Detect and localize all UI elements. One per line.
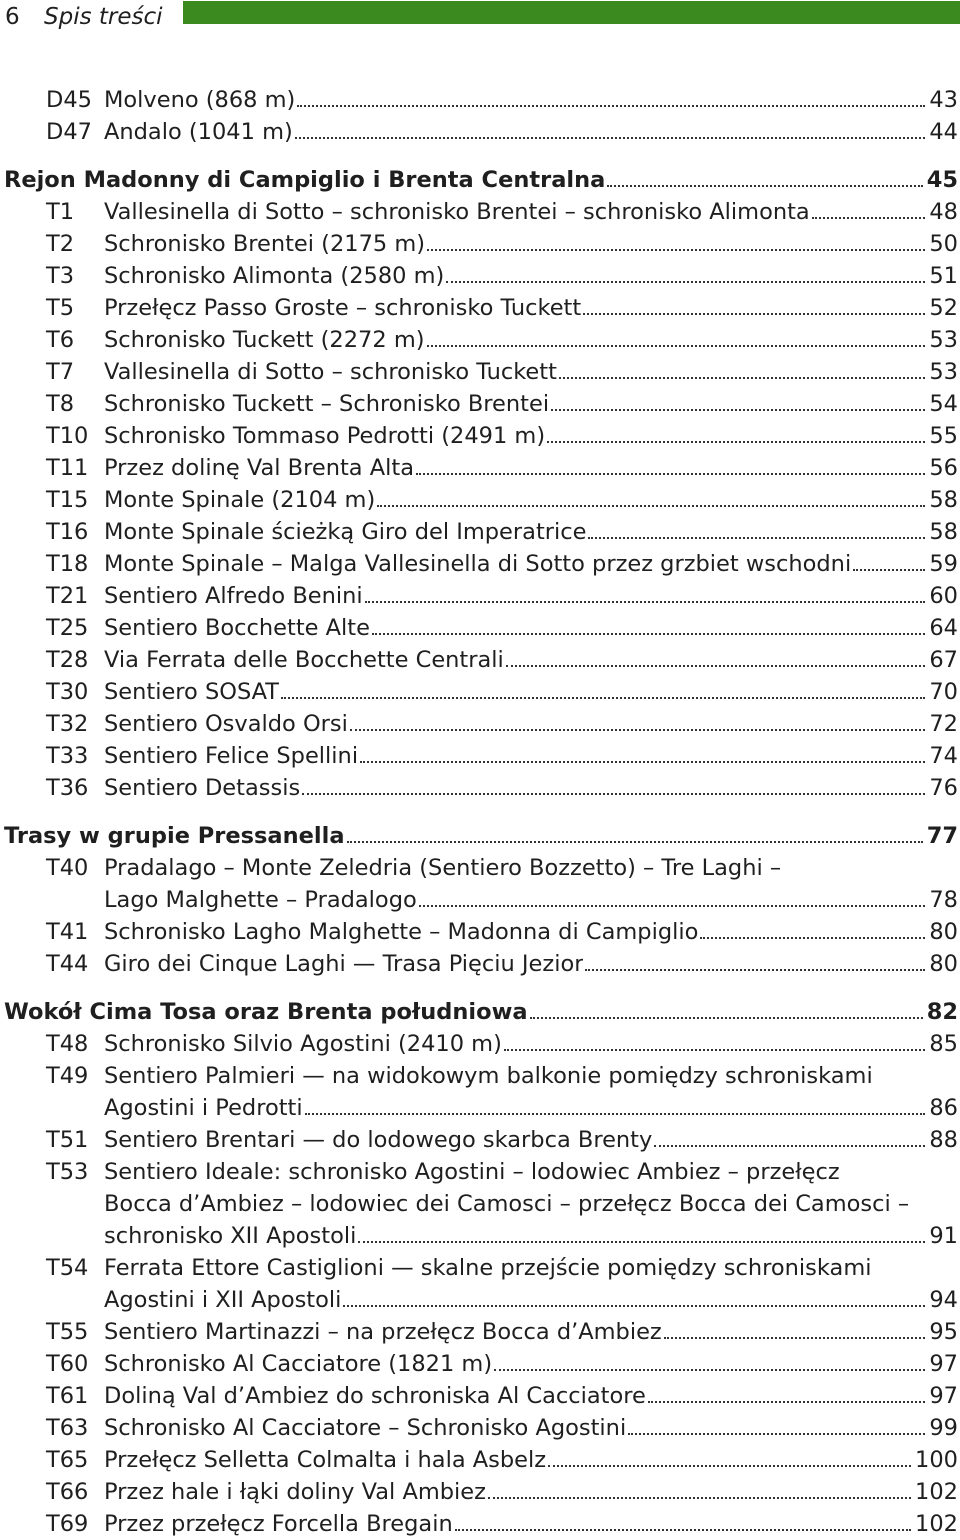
dot-leader	[446, 281, 925, 283]
toc-entry[interactable]	[0, 516, 960, 548]
toc-entry[interactable]	[0, 324, 960, 356]
page-ref: 60	[929, 583, 958, 609]
page-ref: 55	[929, 423, 958, 449]
entry-title: Przełęcz Selletta Colmalta i hala Asbelz	[104, 1447, 547, 1473]
dot-leader	[350, 729, 925, 731]
entry-title: Schronisko Tuckett (2272 m)	[104, 327, 425, 353]
toc-entry[interactable]	[0, 916, 960, 948]
entry-title: Vallesinella di Sotto – schronisko Brentei – schronisko Alimonta	[104, 199, 810, 225]
page-ref: 80	[929, 951, 958, 977]
page-ref: 74	[929, 743, 958, 769]
entry-code: T53	[46, 1159, 89, 1185]
dot-leader	[583, 313, 925, 315]
toc-entry[interactable]	[0, 852, 960, 916]
page-ref: 58	[929, 519, 958, 545]
entry-title: Sentiero Alfredo Benini	[104, 583, 363, 609]
entry-code: T44	[46, 951, 89, 977]
toc-section[interactable]	[0, 164, 960, 196]
entry-code: T1	[46, 199, 75, 225]
entry-title-line	[104, 852, 958, 884]
entry-title-text: Bocca d’Ambiez – lodowiec dei Camosci – przełęcz Bocca dei Camosci –	[104, 1191, 910, 1217]
dot-leader	[305, 1113, 926, 1115]
entry-code: T60	[46, 1351, 89, 1377]
dot-leader	[504, 1049, 925, 1051]
page-ref: 100	[915, 1447, 958, 1473]
toc-entry[interactable]	[0, 1156, 960, 1252]
toc-entry[interactable]	[0, 1316, 960, 1348]
entry-title-text: Ferrata Ettore Castiglioni — skalne przejście pomiędzy schroniskami	[104, 1255, 872, 1281]
toc-entry[interactable]	[0, 484, 960, 516]
toc-section[interactable]	[0, 820, 960, 852]
toc-entry[interactable]	[0, 612, 960, 644]
dot-leader	[372, 633, 925, 635]
entry-code: T28	[46, 647, 89, 673]
page-ref: 80	[929, 919, 958, 945]
entry-title: Sentiero Osvaldo Orsi	[104, 711, 348, 737]
section-title: Trasy w grupie Pressanella	[4, 823, 345, 849]
page-ref: 82	[926, 999, 958, 1025]
entry-title: Monte Spinale – Malga Vallesinella di Sotto przez grzbiet wschodni	[104, 551, 852, 577]
page-ref: 53	[929, 359, 958, 385]
entry-title: Monte Spinale (2104 m)	[104, 487, 376, 513]
toc-entry[interactable]	[0, 388, 960, 420]
page-ref: 91	[929, 1223, 958, 1249]
toc-entry[interactable]	[0, 740, 960, 772]
section-title: Rejon Madonny di Campiglio i Brenta Centralna	[4, 167, 606, 193]
entry-code: T51	[46, 1127, 89, 1153]
toc-entry[interactable]	[0, 420, 960, 452]
entry-title: Monte Spinale ścieżką Giro del Imperatrice	[104, 519, 587, 545]
entry-title: Schronisko Tommaso Pedrotti (2491 m)	[104, 423, 546, 449]
page-ref: 97	[929, 1383, 958, 1409]
toc-entry[interactable]	[0, 116, 960, 148]
toc-entry[interactable]	[0, 1348, 960, 1380]
dot-leader	[281, 697, 925, 699]
dot-leader	[548, 1465, 911, 1467]
page-ref: 48	[929, 199, 958, 225]
entry-title: Schronisko Al Cacciatore (1821 m)	[104, 1351, 493, 1377]
entry-title: Sentiero Felice Spellini	[104, 743, 359, 769]
dot-leader	[377, 505, 925, 507]
dot-leader	[607, 185, 922, 187]
entry-title-text: Sentiero Ideale: schronisko Agostini – lodowiec Ambiez – przełęcz	[104, 1159, 840, 1185]
toc-entry[interactable]	[0, 196, 960, 228]
entry-code: T40	[46, 855, 89, 881]
dot-leader	[559, 377, 925, 379]
toc-entry[interactable]	[0, 1252, 960, 1316]
entry-code: T41	[46, 919, 89, 945]
toc-entry[interactable]	[0, 948, 960, 980]
page-ref: 97	[929, 1351, 958, 1377]
toc-entry[interactable]	[0, 1412, 960, 1444]
dot-leader	[547, 441, 925, 443]
dot-leader	[812, 217, 926, 219]
entry-title: Via Ferrata delle Bocchette Centrali	[104, 647, 504, 673]
page-ref: 86	[929, 1095, 958, 1121]
header-bar	[183, 1, 960, 24]
entry-code: T25	[46, 615, 89, 641]
toc-entry[interactable]	[0, 356, 960, 388]
dot-leader	[853, 569, 925, 571]
entry-title: Sentiero Brentari — do lodowego skarbca Brenty	[104, 1127, 653, 1153]
page-ref: 85	[929, 1031, 958, 1057]
toc-entry[interactable]	[0, 84, 960, 116]
entry-title: Giro dei Cinque Laghi — Trasa Pięciu Jezior	[104, 951, 584, 977]
entry-title: Sentiero Detassis	[104, 775, 301, 801]
dot-leader	[302, 793, 925, 795]
entry-title-line	[104, 1252, 958, 1284]
toc-entry[interactable]	[0, 1444, 960, 1476]
section-gap	[0, 980, 960, 996]
page-ref: 70	[929, 679, 958, 705]
page-ref: 54	[929, 391, 958, 417]
toc-entry[interactable]	[0, 1380, 960, 1412]
entry-code: T2	[46, 231, 75, 257]
entry-code: T15	[46, 487, 89, 513]
toc-entry[interactable]	[0, 676, 960, 708]
page-ref: 102	[915, 1479, 958, 1505]
dot-leader	[365, 601, 926, 603]
entry-title: Andalo (1041 m)	[104, 119, 293, 145]
entry-title: Sentiero Martinazzi – na przełęcz Bocca d’Ambiez	[104, 1319, 662, 1345]
dot-leader	[654, 1145, 925, 1147]
page-ref: 99	[929, 1415, 958, 1441]
entry-title: Schronisko Lagho Malghette – Madonna di Campiglio	[104, 919, 699, 945]
entry-title: Schronisko Silvio Agostini (2410 m)	[104, 1031, 502, 1057]
toc-entry[interactable]	[0, 1508, 960, 1540]
entry-title: Schronisko Tuckett – Schronisko Brentei	[104, 391, 550, 417]
toc-entry[interactable]	[0, 1028, 960, 1060]
entry-title-line	[104, 1060, 958, 1092]
page-ref: 102	[915, 1511, 958, 1537]
entry-code: T63	[46, 1415, 89, 1441]
entry-title: Agostini i Pedrotti	[104, 1095, 303, 1121]
dot-leader	[295, 137, 926, 139]
dot-leader	[343, 1305, 925, 1307]
toc-entry[interactable]	[0, 452, 960, 484]
section-gap	[0, 804, 960, 820]
entry-code: T18	[46, 551, 89, 577]
entry-code: T16	[46, 519, 89, 545]
entry-title-line	[104, 1188, 960, 1220]
page-header	[0, 0, 960, 40]
page-ref: 95	[929, 1319, 958, 1345]
entry-code: T48	[46, 1031, 89, 1057]
toc-entry[interactable]	[0, 260, 960, 292]
page-ref: 50	[929, 231, 958, 257]
toc-entry[interactable]	[0, 580, 960, 612]
dot-leader	[347, 841, 923, 843]
entry-code: T49	[46, 1063, 89, 1089]
dot-leader	[416, 473, 925, 475]
toc-entry[interactable]	[0, 644, 960, 676]
page-ref: 59	[929, 551, 958, 577]
entry-title: Doliną Val d’Ambiez do schroniska Al Cacciatore	[104, 1383, 646, 1409]
toc-entry[interactable]	[0, 548, 960, 580]
table-of-contents	[0, 84, 960, 1540]
entry-code: T30	[46, 679, 89, 705]
page-ref: 64	[929, 615, 958, 641]
dot-leader	[648, 1401, 926, 1403]
entry-code: T5	[46, 295, 75, 321]
entry-title: Lago Malghette – Pradalogo	[104, 887, 417, 913]
dot-leader	[628, 1433, 925, 1435]
page-number: 6	[5, 4, 20, 30]
entry-code: T10	[46, 423, 89, 449]
entry-code: D47	[46, 119, 92, 145]
dot-leader	[455, 1529, 911, 1531]
section-gap	[0, 148, 960, 164]
entry-title: Schronisko Alimonta (2580 m)	[104, 263, 445, 289]
dot-leader	[358, 1241, 925, 1243]
section-title: Wokół Cima Tosa oraz Brenta południowa	[4, 999, 528, 1025]
entry-code: T61	[46, 1383, 89, 1409]
page-ref: 44	[929, 119, 958, 145]
entry-code: T3	[46, 263, 75, 289]
page-ref: 78	[929, 887, 958, 913]
entry-title: Schronisko Brentei (2175 m)	[104, 231, 426, 257]
page-ref: 53	[929, 327, 958, 353]
entry-title-line	[104, 1156, 958, 1188]
entry-title: Sentiero Bocchette Alte	[104, 615, 370, 641]
dot-leader	[585, 969, 925, 971]
toc-section[interactable]	[0, 996, 960, 1028]
entry-title: Vallesinella di Sotto – schronisko Tuckett	[104, 359, 557, 385]
entry-title: Sentiero SOSAT	[104, 679, 280, 705]
dot-leader	[530, 1017, 923, 1019]
entry-title: Schronisko Al Cacciatore – Schronisko Agostini	[104, 1415, 627, 1441]
page-ref: 94	[929, 1287, 958, 1313]
entry-title: Molveno (868 m)	[104, 87, 296, 113]
dot-leader	[297, 105, 925, 107]
page-ref: 67	[929, 647, 958, 673]
entry-title-text: Sentiero Palmieri — na widokowym balkonie pomiędzy schroniskami	[104, 1063, 873, 1089]
dot-leader	[360, 761, 925, 763]
entry-code: T11	[46, 455, 89, 481]
entry-code: T8	[46, 391, 75, 417]
toc-entry[interactable]	[0, 228, 960, 260]
entry-code: D45	[46, 87, 92, 113]
entry-title-text: Pradalago – Monte Zeledria (Sentiero Bozzetto) – Tre Laghi –	[104, 855, 782, 881]
entry-title: Przez dolinę Val Brenta Alta	[104, 455, 414, 481]
dot-leader	[664, 1337, 926, 1339]
page-ref: 43	[929, 87, 958, 113]
entry-code: T33	[46, 743, 89, 769]
entry-code: T54	[46, 1255, 89, 1281]
entry-title: Przełęcz Passo Groste – schronisko Tuckett	[104, 295, 582, 321]
dot-leader	[494, 1369, 925, 1371]
toc-entry[interactable]	[0, 292, 960, 324]
entry-code: T55	[46, 1319, 89, 1345]
dot-leader	[427, 249, 925, 251]
entry-code: T6	[46, 327, 75, 353]
dot-leader	[551, 409, 925, 411]
toc-entry[interactable]	[0, 708, 960, 740]
entry-code: T65	[46, 1447, 89, 1473]
dot-leader	[506, 665, 926, 667]
entry-code: T7	[46, 359, 75, 385]
toc-entry[interactable]	[0, 772, 960, 804]
entry-code: T32	[46, 711, 89, 737]
entry-title: schronisko XII Apostoli	[104, 1223, 357, 1249]
page-ref: 88	[929, 1127, 958, 1153]
entry-code: T36	[46, 775, 89, 801]
page-ref: 76	[929, 775, 958, 801]
dot-leader	[700, 937, 925, 939]
page-ref: 51	[929, 263, 958, 289]
toc-entry[interactable]	[0, 1124, 960, 1156]
dot-leader	[588, 537, 925, 539]
running-title: Spis treści	[44, 4, 163, 30]
dot-leader	[427, 345, 926, 347]
page-ref: 58	[929, 487, 958, 513]
page-ref: 52	[929, 295, 958, 321]
dot-leader	[488, 1497, 911, 1499]
entry-code: T21	[46, 583, 89, 609]
entry-title: Agostini i XII Apostoli	[104, 1287, 342, 1313]
page-ref: 45	[926, 167, 958, 193]
page-ref: 72	[929, 711, 958, 737]
entry-title: Przez przełęcz Forcella Bregain	[104, 1511, 453, 1537]
dot-leader	[419, 905, 926, 907]
entry-code: T66	[46, 1479, 89, 1505]
toc-entry[interactable]	[0, 1476, 960, 1508]
entry-title: Przez hale i łąki doliny Val Ambiez	[104, 1479, 486, 1505]
page-ref: 77	[926, 823, 958, 849]
entry-code: T69	[46, 1511, 89, 1537]
toc-entry[interactable]	[0, 1060, 960, 1124]
page-ref: 56	[929, 455, 958, 481]
